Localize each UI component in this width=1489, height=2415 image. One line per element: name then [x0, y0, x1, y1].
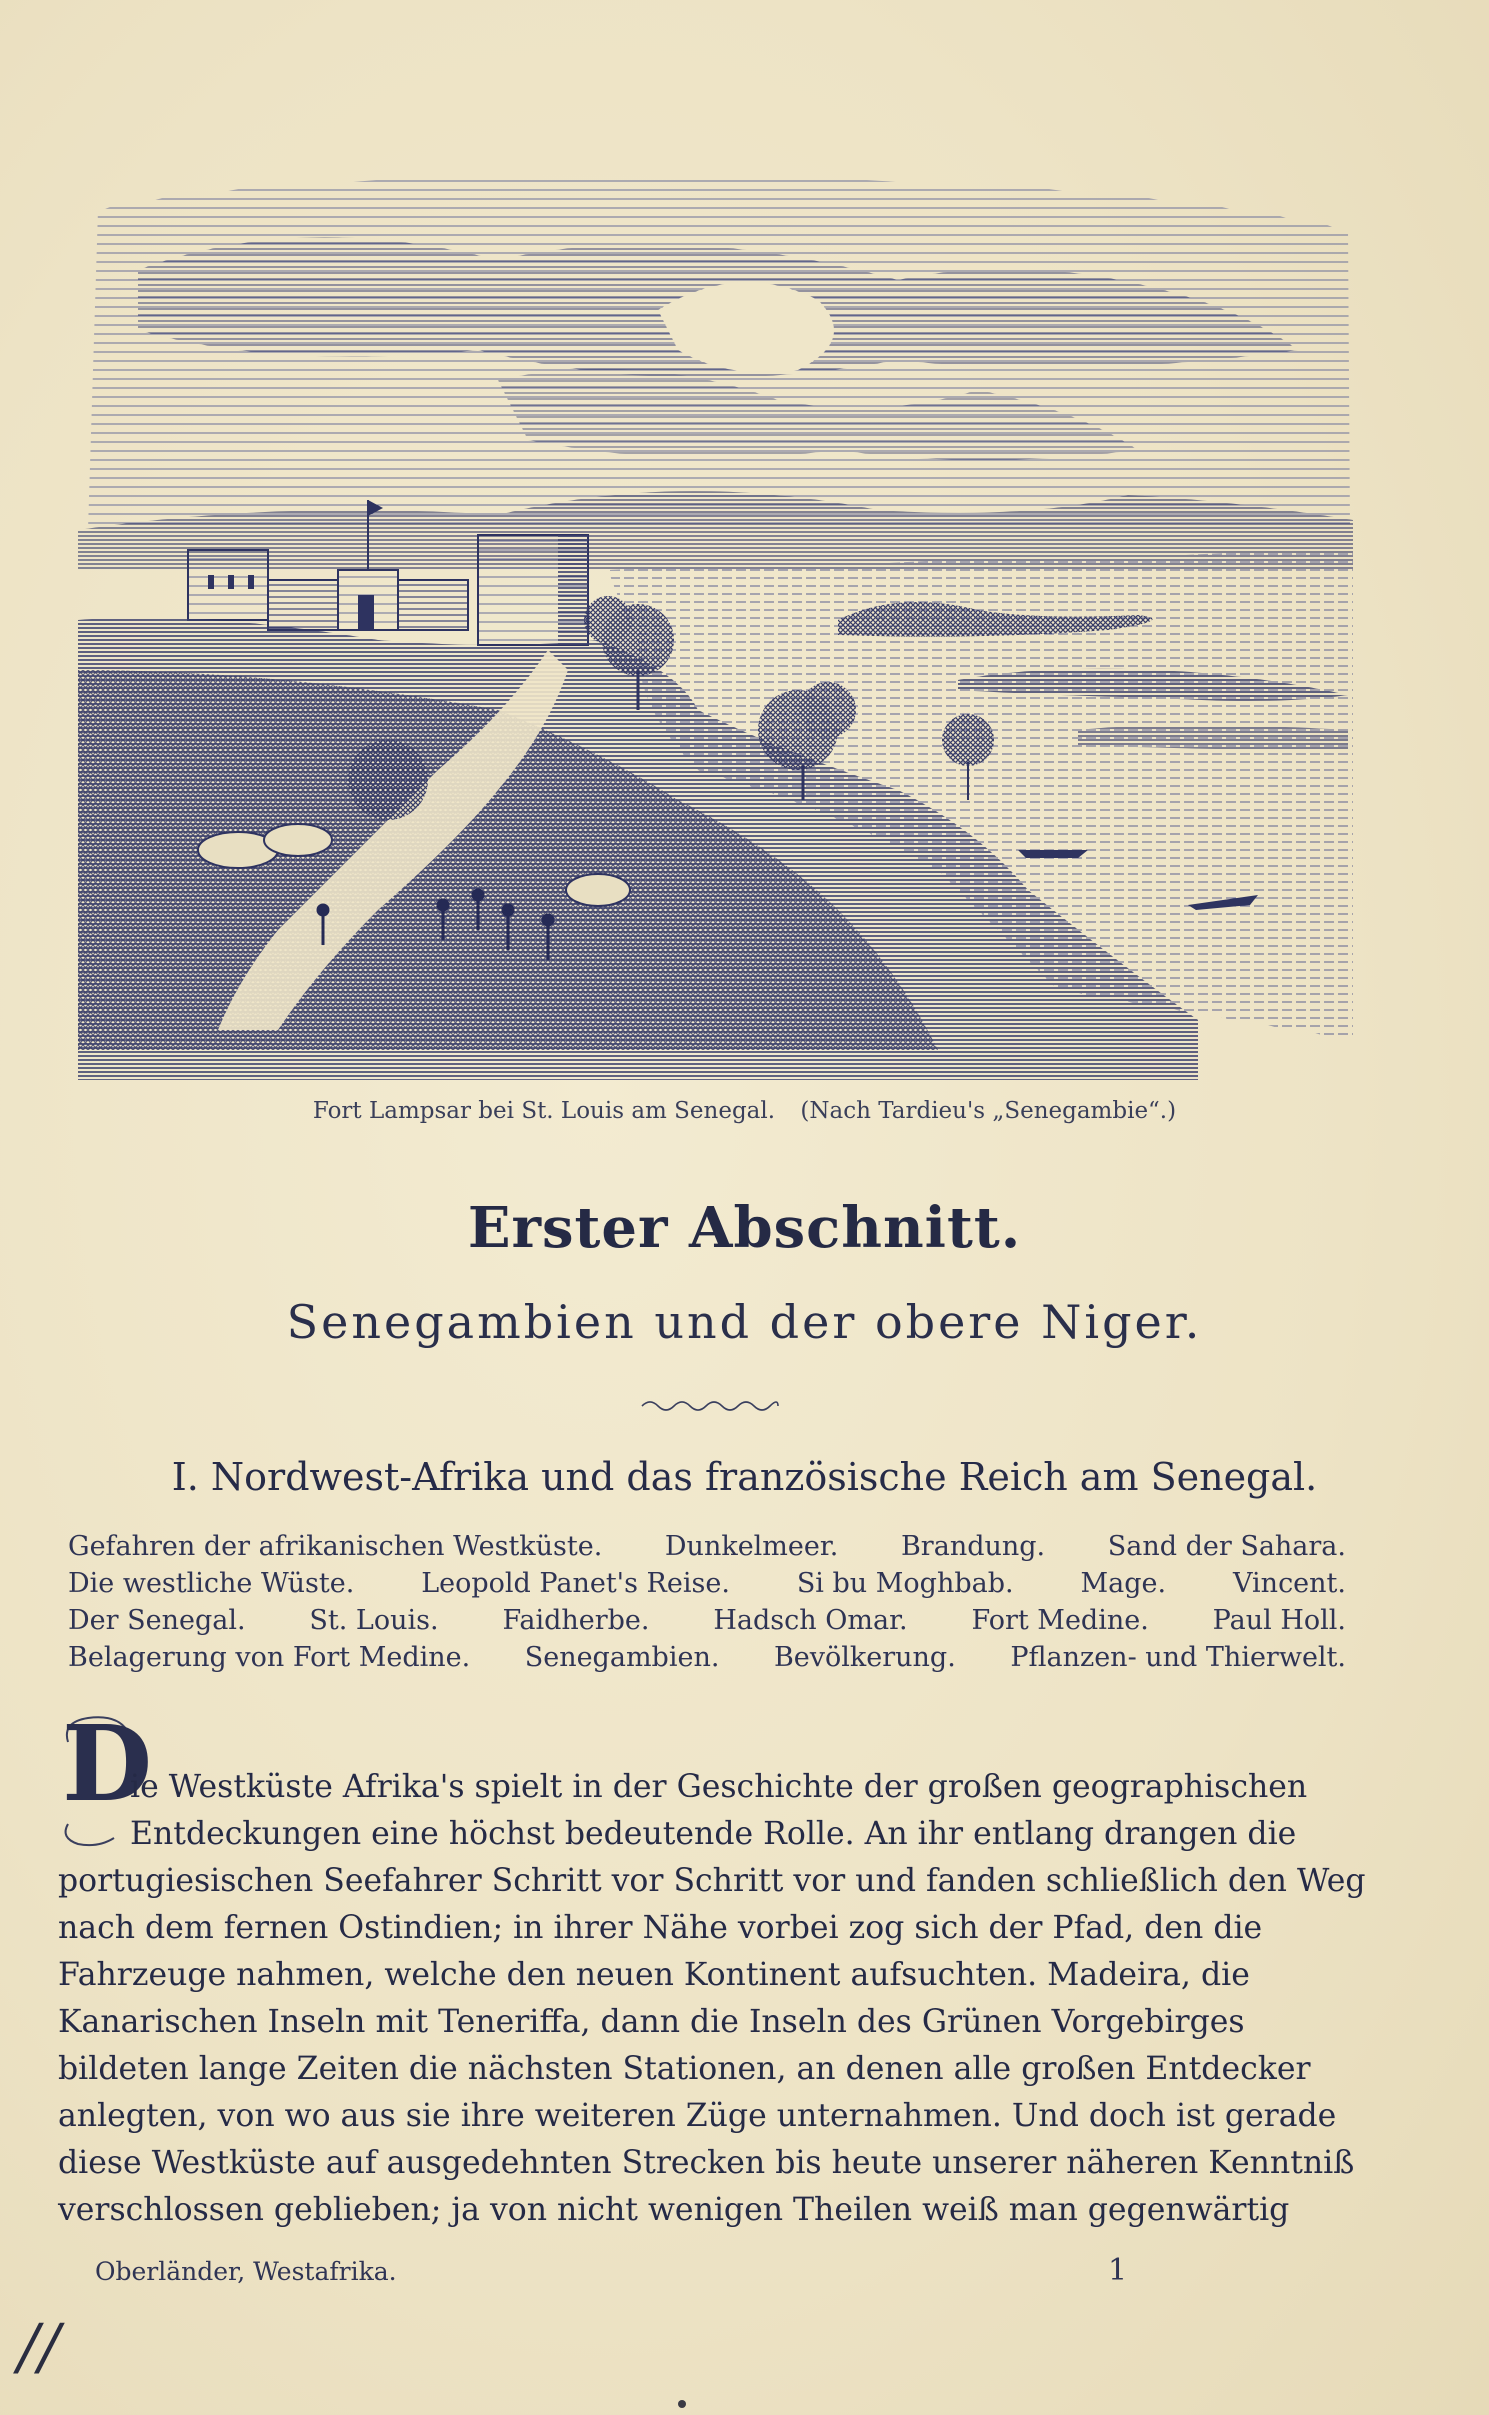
body-line-text: portugiesischen Seefahrer Schritt vor Schritt vor und fanden schließlich den Weg [58, 1863, 1366, 1899]
summary-item: Senegambien. [524, 1642, 720, 1673]
summary-item: Gefahren der afrikanischen Westküste. [68, 1531, 603, 1562]
illustration-caption [0, 1098, 1489, 1124]
chapter-summary [68, 1528, 1346, 1676]
body-line-text: ie Westküste Afrika's spielt in der Geschichte der großen geographischen [130, 1769, 1308, 1805]
body-line-text: verschlossen geblieben; ja von nicht wenigen Theilen weiß man gegenwärtig [58, 2192, 1290, 2228]
body-line [58, 1811, 1346, 1858]
caption-source: (Nach Tardieu's „Senegambie“.) [800, 1098, 1177, 1124]
section-subtitle: Senegambien und der obere Niger. [286, 1295, 1203, 1349]
summary-item: Pflanzen- und Thierwelt. [1010, 1642, 1346, 1673]
body-line-text: Fahrzeuge nahmen, welche den neuen Kontinent aufsuchten. Madeira, die [58, 1957, 1250, 1993]
body-line [58, 1999, 1346, 2046]
body-line [58, 2140, 1355, 2187]
summary-line [68, 1528, 1346, 1565]
summary-item: Leopold Panet's Reise. [421, 1568, 730, 1599]
body-line [58, 2187, 1346, 2234]
body-line [58, 2093, 1346, 2140]
summary-item: Fort Medine. [971, 1605, 1149, 1636]
chapter-title: I. Nordwest-Afrika und das französische Reich am Senegal. [171, 1455, 1318, 1499]
summary-item: Si bu Moghbab. [796, 1568, 1014, 1599]
body-line-text: nach dem fernen Ostindien; in ihrer Nähe vorbei zog sich der Pfad, den die [58, 1910, 1263, 1946]
summary-line [68, 1602, 1346, 1639]
fort-landscape-engraving [78, 150, 1358, 1080]
body-line-text: Kanarischen Inseln mit Teneriffa, dann die Inseln des Grünen Vorgebirges [58, 2004, 1245, 2040]
summary-item: Bevölkerung. [773, 1642, 956, 1673]
body-line [58, 1764, 1346, 1811]
body-line-text: anlegten, von wo aus sie ihre weiteren Züge unternahmen. Und doch ist gerade [58, 2098, 1337, 2134]
body-line-text: Entdeckungen eine höchst bedeutende Rolle. An ihr entlang drangen die [130, 1816, 1297, 1852]
page-number: 1 [1108, 2253, 1128, 2288]
body-line-text: diese Westküste auf ausgedehnten Strecken bis heute unserer näheren Kenntniß [58, 2145, 1355, 2181]
body-text [58, 1764, 1366, 2234]
summary-item: Dunkelmeer. [664, 1531, 839, 1562]
caption-text: Fort Lampsar bei St. Louis am Senegal. [312, 1098, 776, 1124]
summary-item: Hadsch Omar. [713, 1605, 908, 1636]
summary-item: Faidherbe. [502, 1605, 650, 1636]
summary-item: Mage. [1080, 1568, 1167, 1599]
drop-cap-initial: D [62, 1702, 153, 1825]
summary-item: Sand der Sahara. [1107, 1531, 1346, 1562]
body-line [58, 2046, 1346, 2093]
body-line [58, 1952, 1346, 1999]
summary-item: Der Senegal. [68, 1605, 246, 1636]
summary-item: Paul Holl. [1212, 1605, 1346, 1636]
summary-item: Belagerung von Fort Medine. [68, 1642, 471, 1673]
summary-item: Vincent. [1233, 1568, 1346, 1599]
summary-item: Brandung. [900, 1531, 1046, 1562]
summary-line [68, 1639, 1346, 1676]
margin-pencil-mark: // [18, 2310, 60, 2383]
body-line [58, 1905, 1346, 1952]
footer-signature: Oberländer, Westafrika. [95, 2257, 397, 2286]
body-line-text: bildeten lange Zeiten die nächsten Stationen, an denen alle großen Entdecker [58, 2051, 1311, 2087]
divider-ornament [640, 1396, 780, 1416]
summary-item: Die westliche Wüste. [68, 1568, 355, 1599]
summary-line [68, 1565, 1346, 1602]
page-speck [678, 2400, 686, 2408]
body-line [58, 1858, 1366, 1905]
section-title: Erster Abschnitt. [467, 1195, 1022, 1261]
summary-item: St. Louis. [309, 1605, 439, 1636]
